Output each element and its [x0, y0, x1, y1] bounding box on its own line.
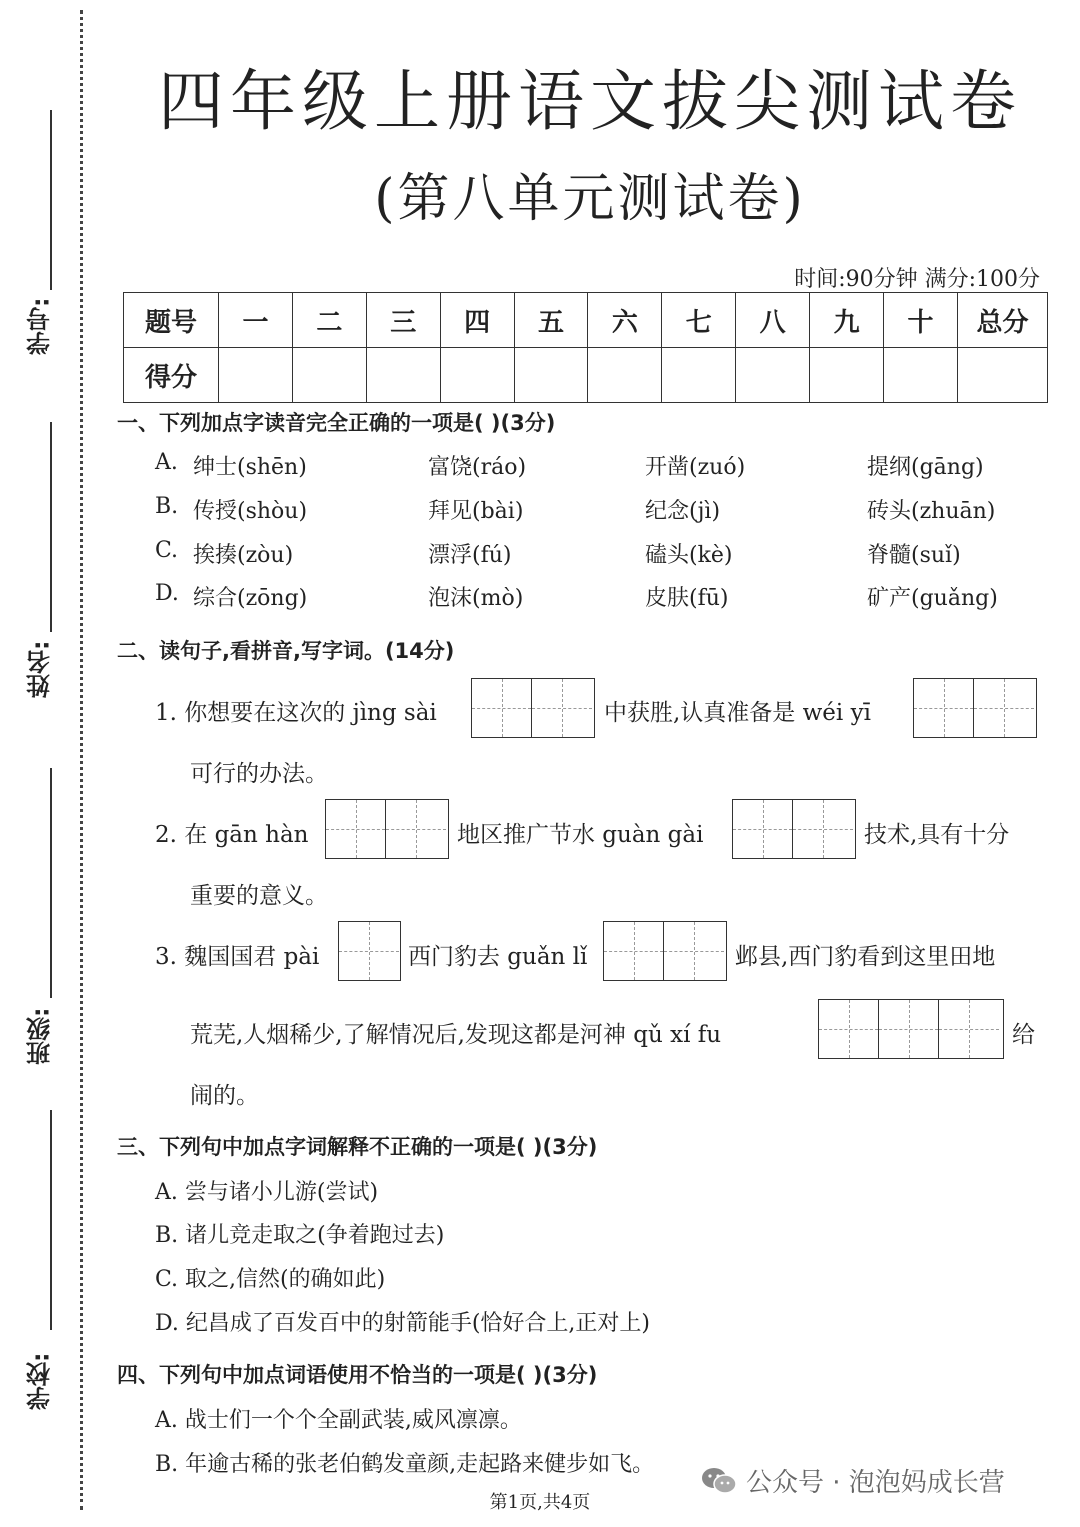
score-col-1: 一: [219, 293, 293, 348]
section3-option-b[interactable]: B. 诸儿竞走取之(争着跑过去): [155, 1223, 445, 1248]
score-col-3: 三: [366, 293, 440, 348]
option-item: 皮肤(fū): [645, 586, 729, 611]
q3-answer-grid-1[interactable]: [338, 921, 401, 981]
q3-text-e: 给: [1012, 1022, 1035, 1048]
student-id-label: 学号:: [26, 297, 55, 355]
page-title: 四年级上册语文拔尖测试卷: [158, 63, 1022, 140]
section3-option-c[interactable]: C. 取之,信然(的确如此): [155, 1267, 386, 1292]
score-col-5: 五: [514, 293, 588, 348]
q2-answer-grid-1[interactable]: [325, 799, 449, 859]
option-letter: C.: [155, 538, 179, 563]
option-item: 纪念(jì): [645, 499, 721, 524]
q2-text-a: 2. 在 gān hàn: [155, 822, 309, 848]
section2-title: 二、读句子,看拼音,写字词。(14分): [117, 639, 455, 663]
q3-text-b: 西门豹去 guǎn lǐ: [408, 944, 588, 970]
option-item: 漂浮(fú): [428, 543, 512, 568]
score-col-total: 总分: [958, 293, 1048, 348]
option-item: 绅士(shēn): [193, 455, 307, 480]
score-cell[interactable]: [588, 348, 662, 403]
option-item: 开凿(zuó): [645, 455, 746, 480]
q1-answer-grid-2[interactable]: [913, 678, 1037, 738]
q1-answer-grid-1[interactable]: [471, 678, 595, 738]
score-col-6: 六: [588, 293, 662, 348]
section3-option-a[interactable]: A. 尝与诸小儿游(尝试): [155, 1180, 379, 1205]
option-item: 拜见(bài): [428, 499, 524, 524]
score-table-score-row: [124, 348, 1048, 403]
score-table-score-label: 得分: [124, 348, 219, 403]
q3-text-a: 3. 魏国国君 pài: [155, 944, 320, 970]
section4-title: 四、下列句中加点词语使用不恰当的一项是( )(3分): [117, 1363, 598, 1387]
binding-dotted-line: [80, 10, 83, 1510]
score-col-9: 九: [810, 293, 884, 348]
school-label: 学校:: [26, 1352, 55, 1410]
option-letter: D.: [155, 581, 179, 606]
q3-text-d: 荒芜,人烟稀少,了解情况后,发现这都是河神 qǔ xí fu: [190, 1022, 722, 1048]
student-id-rule: [50, 110, 52, 290]
option-letter: B.: [155, 494, 179, 519]
score-table-header-label: 题号: [124, 293, 219, 348]
score-cell[interactable]: [662, 348, 736, 403]
score-cell[interactable]: [514, 348, 588, 403]
q1-text-b: 中获胜,认真准备是 wéi yī: [604, 700, 871, 726]
score-cell[interactable]: [219, 348, 293, 403]
score-col-7: 七: [662, 293, 736, 348]
score-col-10: 十: [884, 293, 958, 348]
score-col-2: 二: [292, 293, 366, 348]
q3-text-f: 闹的。: [190, 1083, 259, 1109]
option-item: 挨揍(zòu): [193, 543, 294, 568]
score-cell[interactable]: [440, 348, 514, 403]
q3-answer-grid-2[interactable]: [603, 921, 727, 981]
class-rule: [50, 768, 52, 998]
name-rule: [50, 422, 52, 632]
q2-text-d: 重要的意义。: [190, 883, 328, 909]
watermark: [700, 1462, 1005, 1499]
option-item: 富饶(ráo): [428, 455, 527, 480]
score-cell[interactable]: [292, 348, 366, 403]
option-letter: A.: [155, 450, 178, 475]
score-cell[interactable]: [736, 348, 810, 403]
section4-option-b[interactable]: B. 年逾古稀的张老伯鹤发童颜,走起路来健步如飞。: [155, 1452, 655, 1477]
watermark-text: 公众号 · 泡泡妈成长营: [746, 1468, 1005, 1498]
option-item: 砖头(zhuān): [867, 499, 996, 524]
option-item: 传授(shòu): [193, 499, 308, 524]
option-item: 矿产(guǎng): [867, 586, 998, 611]
q3-answer-grid-3[interactable]: [818, 999, 1004, 1059]
option-item: 脊髓(suǐ): [867, 543, 961, 568]
q1-text-c: 可行的办法。: [190, 761, 328, 787]
q3-text-c: 邺县,西门豹看到这里田地: [735, 944, 996, 970]
class-label: 班级:: [26, 1007, 55, 1065]
option-item: 泡沫(mò): [428, 586, 524, 611]
q1-text-a: 1. 你想要在这次的 jìng sài: [155, 700, 437, 726]
page-subtitle: (第八单元测试卷): [374, 169, 806, 229]
score-table: [123, 292, 1048, 403]
score-cell[interactable]: [366, 348, 440, 403]
section1-title: 一、下列加点字读音完全正确的一项是( )(3分): [117, 411, 556, 435]
exam-info: 时间:90分钟 满分:100分: [794, 267, 1040, 292]
score-cell-total[interactable]: [958, 348, 1048, 403]
q2-text-c: 技术,具有十分: [864, 822, 1010, 848]
score-cell[interactable]: [884, 348, 958, 403]
score-col-8: 八: [736, 293, 810, 348]
score-col-4: 四: [440, 293, 514, 348]
score-cell[interactable]: [810, 348, 884, 403]
page-number: 第1页,共4页: [489, 1492, 591, 1513]
section3-option-d[interactable]: D. 纪昌成了百发百中的射箭能手(恰好合上,正对上): [155, 1311, 651, 1336]
wechat-icon: [700, 1466, 738, 1496]
option-item: 综合(zōng): [193, 586, 308, 611]
option-item: 提纲(gāng): [867, 455, 984, 480]
q2-answer-grid-2[interactable]: [732, 799, 856, 859]
section3-title: 三、下列句中加点字词解释不正确的一项是( )(3分): [117, 1135, 598, 1159]
score-table-header-row: [124, 293, 1048, 348]
school-rule: [50, 1110, 52, 1330]
name-label: 姓名:: [26, 640, 55, 698]
section4-option-a[interactable]: A. 战士们一个个全副武装,威风凛凛。: [155, 1408, 522, 1433]
option-item: 磕头(kè): [645, 543, 733, 568]
q2-text-b: 地区推广节水 guàn gài: [457, 822, 704, 848]
